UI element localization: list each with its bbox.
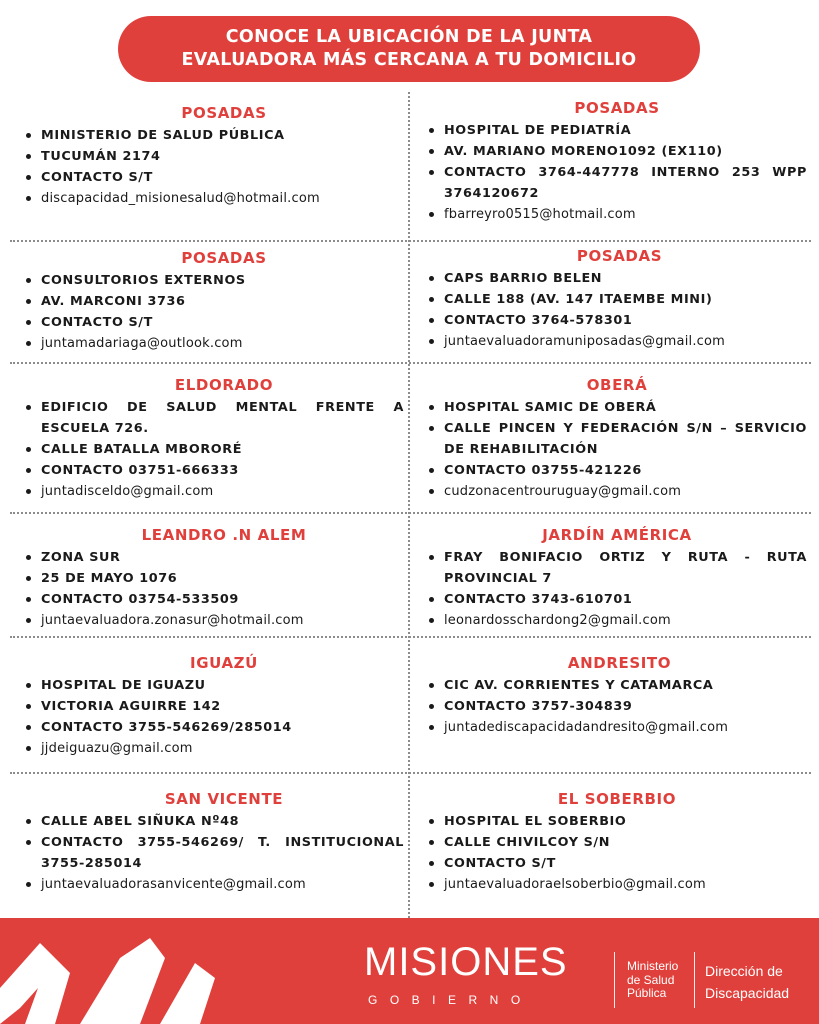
address-line: FRAY BONIFACIO ORTIZ Y RUTA - RUTA PROVINCIAL 7 [427,547,807,589]
location-card-andresito [427,654,812,738]
contact-line: CONTACTO 3755-546269/285014 [24,717,404,738]
contact-line: CONTACTO 03754-533509 [24,589,404,610]
email-link[interactable]: discapacidad_misionesalud@hotmail.com [24,188,404,209]
location-card-obera [427,376,807,502]
direction-line: Dirección de [705,963,783,979]
contact-line: CONTACTO 03751-666333 [24,460,404,481]
email-link[interactable]: juntadisceldo@gmail.com [24,481,404,502]
contact-line: CONTACTO 3764-578301 [427,310,812,331]
header-title-line2: EVALUADORA MÁS CERCANA A TU DOMICILIO [181,50,637,70]
address-line: CALLE 188 (AV. 147 ITAEMBE MINI) [427,289,812,310]
city-name: OBERÁ [586,376,648,394]
contact-line: CONTACTO 3755-546269/ T. INSTITUCIONAL 3755-285014 [24,832,404,874]
horizontal-divider [10,362,811,364]
address-line: AV. MARCONI 3736 [24,291,404,312]
header-banner [118,16,700,82]
location-card-san-vicente [24,790,404,895]
address-line: CAPS BARRIO BELEN [427,268,812,289]
location-card-jardin-america [427,526,807,631]
email-link[interactable]: juntaevaluadora.zonasur@hotmail.com [24,610,404,631]
email-link[interactable]: jjdeiguazu@gmail.com [24,738,404,759]
address-line: CALLE ABEL SIÑUKA Nº48 [24,811,404,832]
address-line: VICTORIA AGUIRRE 142 [24,696,404,717]
ministry-line: Pública [627,986,667,1000]
misiones-logo: MISIONES [364,940,568,984]
email-link[interactable]: juntamadariaga@outlook.com [24,333,404,354]
email-link[interactable]: juntaevaluadoramuniposadas@gmail.com [427,331,812,352]
city-name: EL SOBERBIO [557,790,677,808]
contact-line: CONTACTO 3764-447778 INTERNO 253 WPP 3764120672 [427,162,807,204]
header-title-line1: CONOCE LA UBICACIÓN DE LA JUNTA [225,27,593,47]
city-name: ANDRESITO [567,654,672,672]
direction-line: Discapacidad [705,985,790,1001]
m-swoosh-graphic [0,918,240,1024]
city-name: LEANDRO .N ALEM [141,526,307,544]
address-line: CIC AV. CORRIENTES Y CATAMARCA [427,675,812,696]
city-name: POSADAS [574,99,660,117]
logo-separator [614,952,615,1008]
email-link[interactable]: juntaevaluadoraelsoberbio@gmail.com [427,874,807,895]
city-name: POSADAS [576,247,663,265]
location-card-eldorado [24,376,404,502]
location-card-posadas-consultorios [24,249,404,354]
address-line: 25 DE MAYO 1076 [24,568,404,589]
location-card-posadas-caps [427,247,812,352]
address-line: ZONA SUR [24,547,404,568]
direction-label [705,960,789,1004]
address-line: CALLE BATALLA MBORORÉ [24,439,404,460]
ministry-line: Ministerio [627,959,679,973]
address-line: HOSPITAL EL SOBERBIO [427,811,807,832]
email-link[interactable]: juntaevaluadorasanvicente@gmail.com [24,874,404,895]
address-line: EDIFICIO DE SALUD MENTAL FRENTE A ESCUELA 726. [24,397,404,439]
address-line: CALLE PINCEN Y FEDERACIÓN S/N – SERVICIO DE REHABILITACIÓN [427,418,807,460]
address-line: TUCUMÁN 2174 [24,146,404,167]
email-link[interactable]: juntadediscapacidadandresito@gmail.com [427,717,812,738]
city-name: POSADAS [181,249,267,267]
address-line: CONSULTORIOS EXTERNOS [24,270,404,291]
contact-line: CONTACTO S/T [427,853,807,874]
vertical-divider [408,92,410,918]
ministry-label [627,960,678,1001]
gobierno-label: GOBIERNO [368,993,533,1007]
address-line: AV. MARIANO MORENO1092 (EX110) [427,141,807,162]
location-card-posadas-pediatria [427,99,807,225]
contact-line: CONTACTO S/T [24,312,404,333]
address-line: MINISTERIO DE SALUD PÚBLICA [24,125,404,146]
email-link[interactable]: fbarreyro0515@hotmail.com [427,204,807,225]
contact-line: CONTACTO 3743-610701 [427,589,807,610]
ministry-line: de Salud [627,972,675,987]
location-card-iguazu [24,654,404,759]
address-line: HOSPITAL DE IGUAZU [24,675,404,696]
address-line: CALLE CHIVILCOY S/N [427,832,807,853]
contact-line: CONTACTO 3757-304839 [427,696,812,717]
contact-line: CONTACTO 03755-421226 [427,460,807,481]
city-name: JARDÍN AMÉRICA [542,526,692,544]
location-card-el-soberbio [427,790,807,895]
logo-separator [694,952,695,1008]
horizontal-divider [10,772,811,774]
location-card-leandro-n-alem [24,526,404,631]
contact-line: CONTACTO S/T [24,167,404,188]
city-name: SAN VICENTE [164,790,284,808]
email-link[interactable]: leonardosschardong2@gmail.com [427,610,807,631]
address-line: HOSPITAL SAMIC DE OBERÁ [427,397,807,418]
location-card-posadas-ministerio [24,104,404,209]
horizontal-divider [10,512,811,514]
city-name: ELDORADO [174,376,274,394]
horizontal-divider [10,636,811,638]
city-name: IGUAZÚ [190,654,258,672]
horizontal-divider [10,240,811,242]
email-link[interactable]: cudzonacentrouruguay@gmail.com [427,481,807,502]
address-line: HOSPITAL DE PEDIATRÍA [427,120,807,141]
city-name: POSADAS [181,104,267,122]
